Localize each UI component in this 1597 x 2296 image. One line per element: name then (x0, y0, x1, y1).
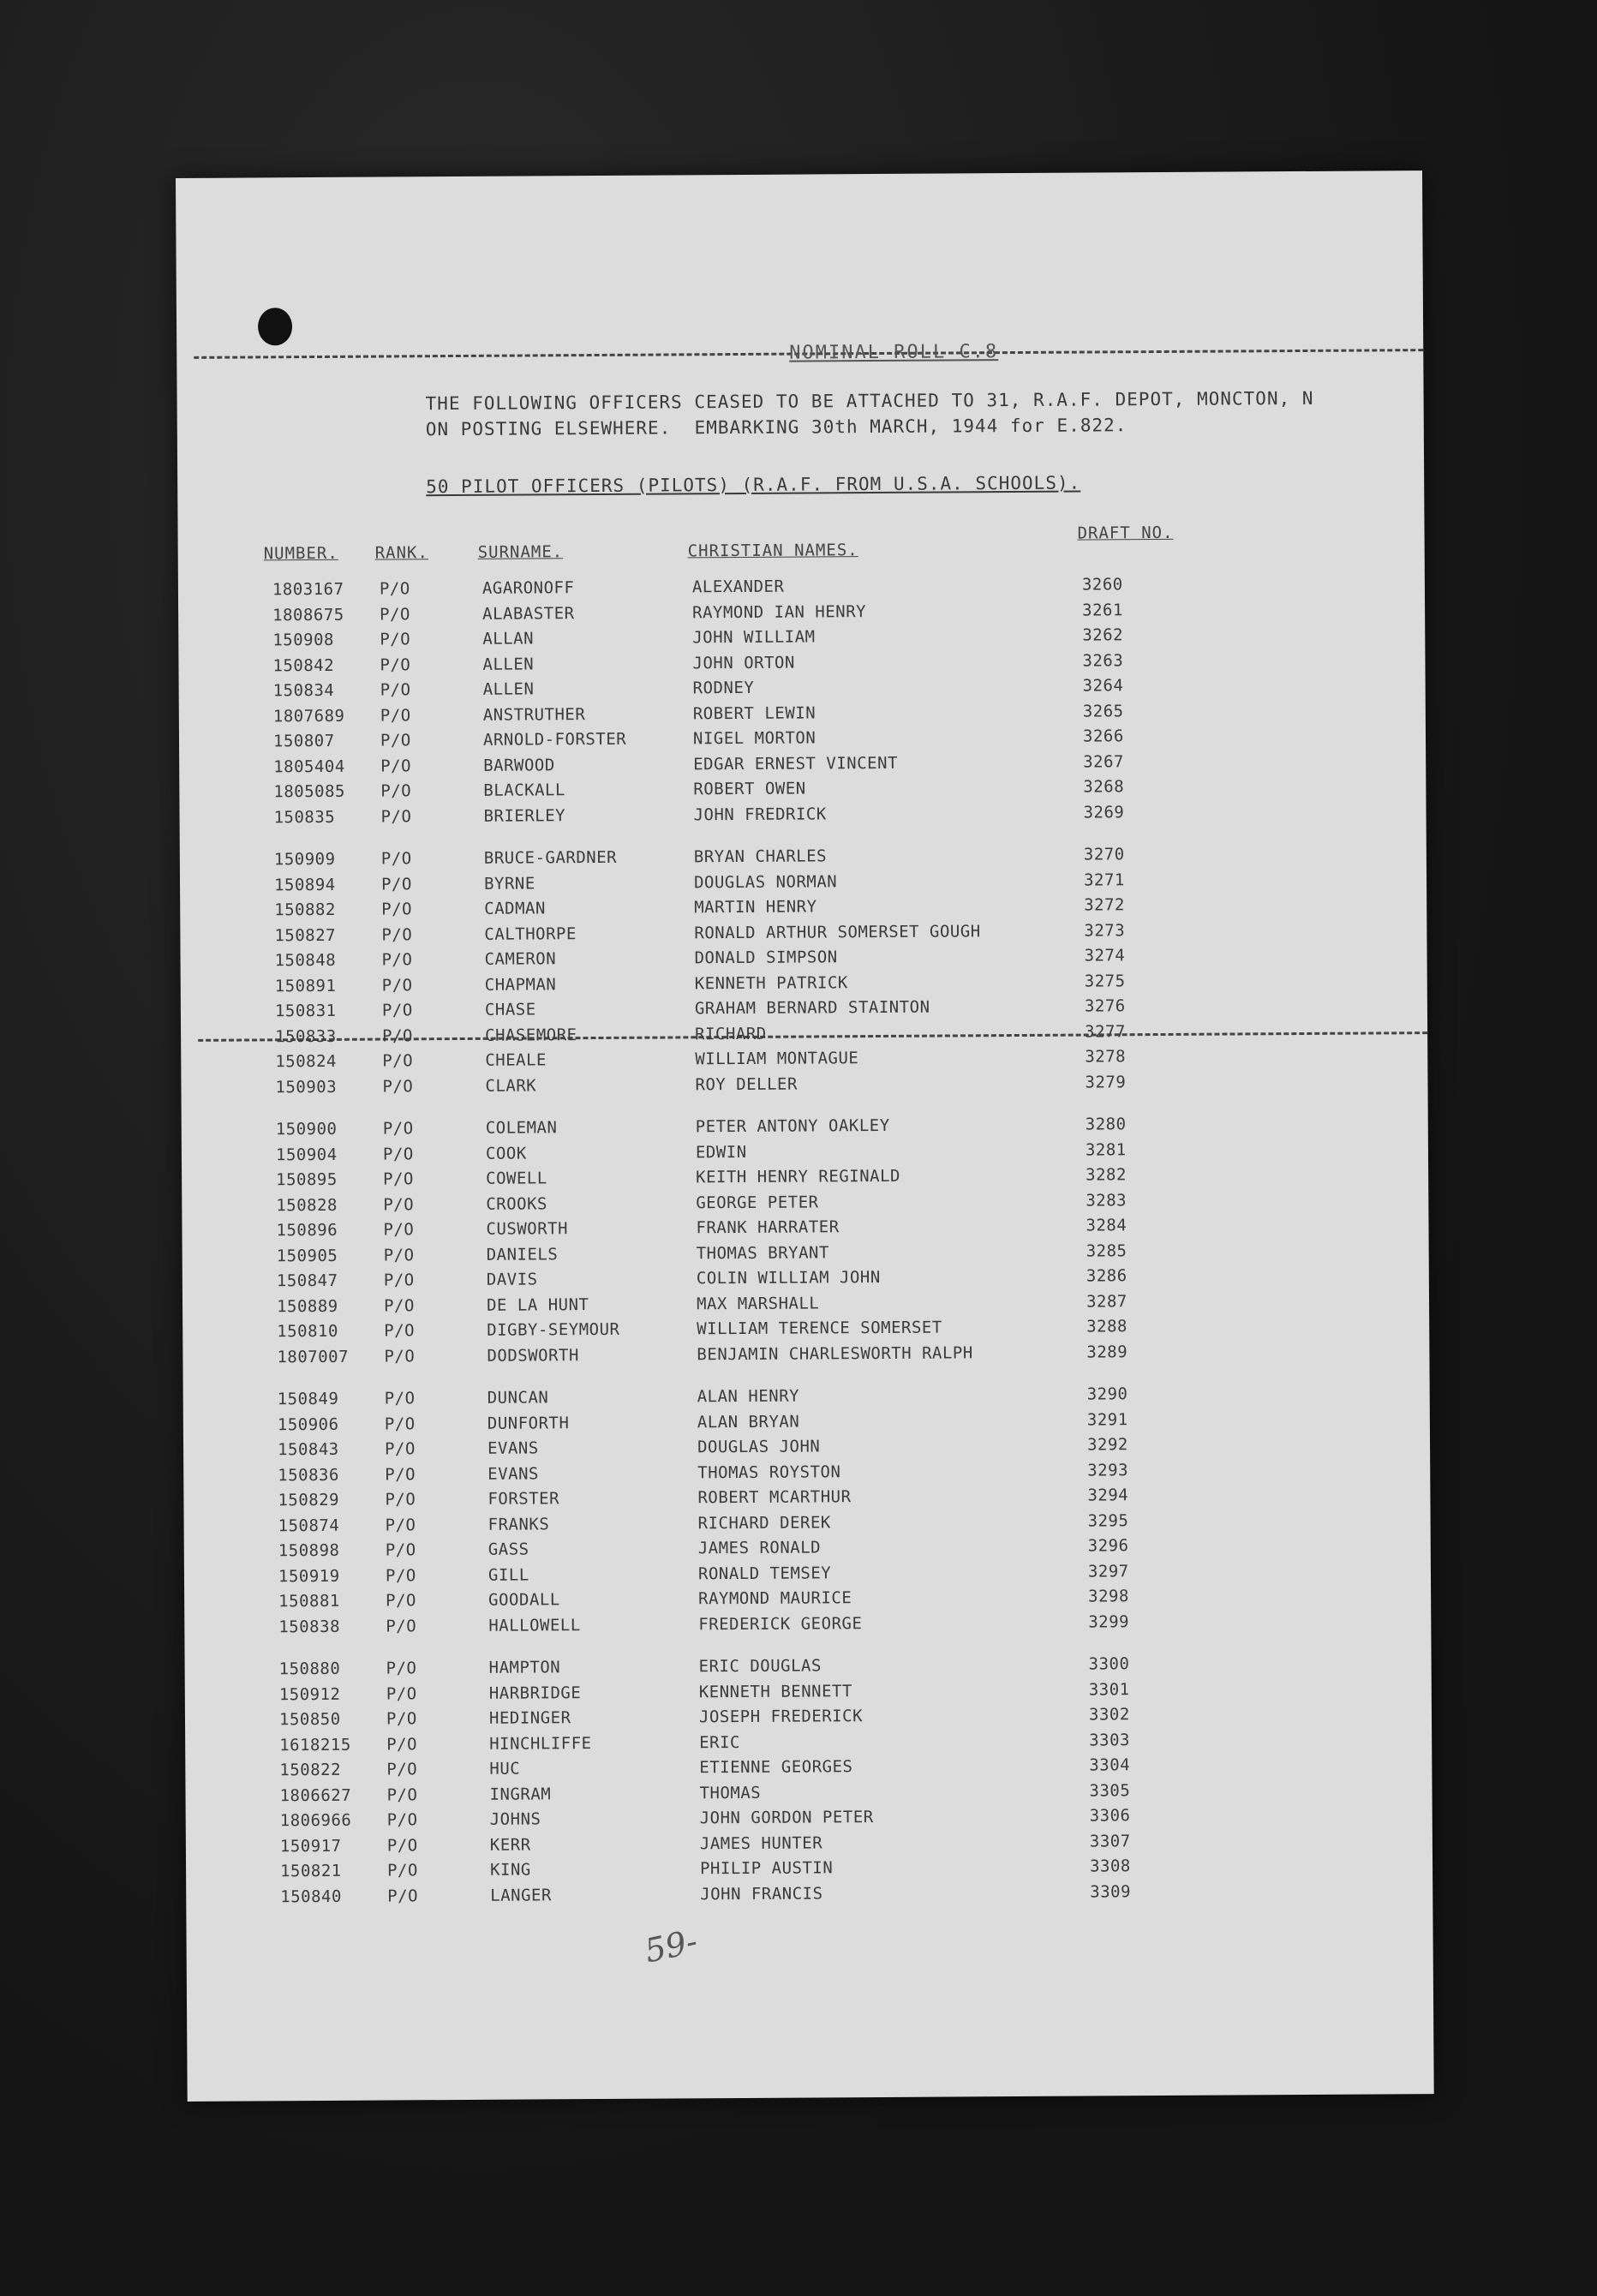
draft-number: 3298 (1088, 1587, 1129, 1606)
draft-number: 3283 (1086, 1190, 1127, 1211)
draft-number: 3272 (1084, 895, 1126, 915)
officer-christian-names: DOUGLAS JOHN (697, 1437, 821, 1457)
officer-rank: P/O (380, 705, 411, 726)
officer-surname: CHAPMAN (484, 974, 557, 995)
officer-surname: HARBRIDGE (488, 1683, 582, 1703)
officer-rank: P/O (386, 1659, 417, 1678)
officer-christian-names: FREDERICK GEORGE (698, 1613, 863, 1634)
officer-rank: P/O (380, 680, 411, 700)
officer-number: 150831 (274, 1001, 337, 1021)
officer-rank: P/O (386, 1616, 417, 1636)
officer-surname: EVANS (487, 1463, 540, 1484)
draft-number: 3304 (1089, 1755, 1131, 1775)
officer-christian-names: MAX MARSHALL (696, 1293, 820, 1313)
draft-number: 3267 (1083, 751, 1125, 772)
officer-christian-names: ROY DELLER (695, 1074, 798, 1094)
officer-number: 150917 (279, 1836, 342, 1856)
draft-number: 3306 (1089, 1806, 1131, 1826)
officer-rank: P/O (384, 1389, 416, 1408)
officer-surname: ALLAN (482, 629, 535, 649)
officer-number: 150834 (272, 680, 335, 701)
officer-surname: EVANS (487, 1438, 539, 1458)
officer-christian-names: MARTIN HENRY (694, 897, 817, 918)
officer-christian-names: ALEXANDER (691, 577, 785, 597)
officer-rank: P/O (381, 924, 413, 945)
draft-number: 3273 (1084, 920, 1126, 941)
draft-number: 3268 (1083, 777, 1125, 797)
officer-rank: P/O (384, 1346, 416, 1366)
officer-christian-names: RAYMOND MAURICE (698, 1588, 852, 1609)
officer-rank: P/O (380, 731, 411, 750)
draft-number: 3278 (1085, 1047, 1127, 1067)
officer-number: 150847 (276, 1271, 338, 1291)
officer-rank: P/O (380, 874, 412, 894)
officer-christian-names: NIGEL MORTON (692, 728, 816, 749)
officer-rank: P/O (386, 1734, 418, 1755)
officer-rank: P/O (386, 1835, 418, 1856)
officer-rank: P/O (387, 1861, 418, 1880)
officer-surname: GASS (487, 1540, 529, 1559)
row-group (182, 1113, 1430, 1373)
draft-number: 3260 (1081, 575, 1123, 595)
pencil-annotation: 59- (641, 1922, 701, 1970)
officer-christian-names: BRYAN CHARLES (693, 846, 828, 867)
officer-christian-names: THOMAS BRYANT (696, 1242, 829, 1263)
officer-rank: P/O (383, 1220, 415, 1240)
officer-rank: P/O (383, 1169, 415, 1189)
officer-number: 150874 (278, 1516, 340, 1535)
draft-number: 3280 (1085, 1115, 1127, 1134)
draft-number: 3291 (1086, 1409, 1128, 1430)
header-line-2: ON POSTING ELSEWHERE. EMBARKING 30th MARCH, 1944 for E.822. (425, 415, 1127, 440)
officer-number: 150833 (275, 1026, 337, 1046)
officer-surname: COOK (485, 1144, 527, 1163)
row-group (178, 573, 1427, 834)
officer-surname: ALABASTER (482, 603, 575, 624)
officer-christian-names: ROBERT MCARTHUR (697, 1487, 852, 1508)
officer-rank: P/O (385, 1540, 416, 1560)
officer-christian-names: KENNETH BENNETT (698, 1681, 852, 1701)
officer-number: 150896 (276, 1220, 338, 1241)
officer-number: 1806966 (279, 1810, 352, 1831)
officer-christian-names: GRAHAM BERNARD STAINTON (694, 997, 930, 1019)
officer-christian-names: JOHN FRANCIS (700, 1883, 823, 1904)
draft-number: 3305 (1089, 1780, 1131, 1801)
document-page (176, 170, 1434, 2102)
officer-christian-names: RICHARD DEREK (697, 1512, 831, 1533)
officer-christian-names: RONALD TEMSEY (697, 1563, 832, 1583)
officer-christian-names: RODNEY (692, 678, 755, 698)
officer-rank: P/O (382, 1051, 414, 1071)
officer-surname: KERR (489, 1835, 531, 1855)
officer-surname: BLACKALL (483, 780, 565, 800)
officer-christian-names: ROBERT OWEN (693, 779, 806, 799)
officer-christian-names: KENNETH PATRICK (694, 972, 848, 993)
officer-number: 150842 (272, 655, 335, 675)
draft-number: 3295 (1087, 1510, 1129, 1531)
officer-number: 150904 (275, 1145, 338, 1164)
officer-surname: CAMERON (484, 949, 557, 969)
officer-number: 150827 (274, 925, 337, 945)
officer-christian-names: DOUGLAS NORMAN (693, 871, 838, 892)
draft-number: 3266 (1082, 726, 1124, 746)
draft-number: 3277 (1085, 1021, 1126, 1042)
officer-rank: P/O (380, 655, 411, 675)
officer-rank: P/O (384, 1439, 416, 1459)
officer-christian-names: WILLIAM MONTAGUE (695, 1049, 859, 1069)
officer-christian-names: FRANK HARRATER (696, 1217, 840, 1238)
officer-rank: P/O (383, 1295, 415, 1316)
draft-number: 3287 (1086, 1291, 1127, 1312)
officer-number: 150900 (275, 1119, 338, 1139)
draft-number: 3279 (1085, 1072, 1127, 1092)
officer-christian-names: PETER ANTONY OAKLEY (695, 1115, 890, 1137)
officer-rank: P/O (382, 1025, 414, 1046)
officer-rank: P/O (381, 1001, 413, 1020)
officer-surname: HUC (489, 1759, 521, 1779)
draft-number: 3294 (1087, 1486, 1129, 1505)
officer-rank: P/O (382, 1076, 414, 1097)
officer-number: 1806627 (279, 1785, 352, 1805)
officer-rank: P/O (380, 630, 411, 649)
officer-number: 150843 (278, 1439, 339, 1460)
officer-rank: P/O (386, 1810, 418, 1830)
officer-number: 150848 (274, 950, 337, 971)
officer-surname: CALTHORPE (484, 924, 577, 944)
officer-number: 150822 (279, 1760, 342, 1780)
officer-surname: JOHNS (489, 1809, 541, 1829)
draft-number: 3296 (1087, 1536, 1129, 1556)
officer-number: 150889 (276, 1296, 338, 1316)
column-header-surname: SURNAME. (477, 542, 564, 562)
officer-rank: P/O (386, 1709, 417, 1729)
officer-surname: CROOKS (486, 1193, 548, 1214)
officer-number: 150821 (280, 1861, 342, 1881)
draft-number: 3265 (1082, 701, 1124, 721)
officer-number: 1805404 (273, 756, 345, 776)
officer-rank: P/O (386, 1683, 417, 1704)
officer-rank: P/O (380, 604, 411, 625)
draft-number: 3286 (1086, 1266, 1127, 1286)
officer-surname: CLARK (485, 1075, 537, 1096)
officer-surname: GOODALL (488, 1590, 560, 1610)
column-header-draft-no: DRAFT NO. (1077, 523, 1174, 543)
officer-number: 150906 (277, 1414, 339, 1434)
draft-number: 3308 (1089, 1857, 1131, 1876)
officer-surname: GILL (487, 1565, 529, 1585)
officer-number: 150824 (275, 1051, 338, 1072)
officer-number: 150880 (278, 1659, 341, 1679)
officer-number: 150840 (280, 1886, 342, 1906)
officer-rank: P/O (384, 1321, 416, 1341)
officer-surname: DE LA HUNT (486, 1294, 589, 1315)
officer-number: 150891 (274, 976, 337, 996)
officer-surname: CHASE (484, 1000, 536, 1019)
officer-surname: DAVIS (486, 1270, 538, 1289)
officer-surname: LANGER (490, 1885, 552, 1905)
officer-number: 150838 (278, 1617, 341, 1636)
officer-number: 150909 (273, 849, 336, 870)
officer-number: 150836 (278, 1465, 339, 1485)
officer-surname: DODSWORTH (487, 1345, 579, 1366)
draft-number: 3281 (1085, 1139, 1127, 1160)
officer-number: 1805085 (273, 781, 346, 802)
officer-number: 150849 (277, 1389, 339, 1409)
officer-surname: HALLOWELL (488, 1615, 581, 1635)
draft-number: 3293 (1087, 1460, 1129, 1480)
draft-number: 3297 (1087, 1561, 1129, 1581)
officer-surname: CADMAN (484, 899, 546, 918)
officer-rank: P/O (386, 1785, 418, 1805)
punch-hole (258, 308, 292, 345)
officer-surname: BARWOOD (483, 755, 555, 775)
officer-rank: P/O (387, 1886, 419, 1906)
header-line-1: THE FOLLOWING OFFICERS CEASED TO BE ATTACHED TO 31, R.A.F. DEPOT, MONCTON, N (425, 387, 1314, 415)
draft-number: 3270 (1083, 845, 1125, 864)
officer-surname: CHEALE (485, 1050, 547, 1070)
officer-surname: FRANKS (487, 1514, 550, 1534)
officer-christian-names: THOMAS ROYSTON (697, 1462, 841, 1482)
officer-christian-names: WILLIAM TERENCE SOMERSET (697, 1318, 942, 1339)
officer-christian-names: ALAN HENRY (697, 1386, 800, 1407)
officer-number: 150903 (275, 1077, 338, 1097)
officer-surname: HAMPTON (488, 1658, 561, 1677)
officer-christian-names: JAMES RONALD (697, 1538, 822, 1558)
officer-rank: P/O (384, 1414, 416, 1434)
officer-surname: DANIELS (486, 1244, 559, 1265)
officer-surname: FORSTER (487, 1489, 560, 1509)
officer-number: 150835 (273, 807, 336, 827)
officer-surname: COLEMAN (485, 1118, 558, 1138)
draft-number: 3289 (1086, 1342, 1128, 1362)
officer-christian-names: RONALD ARTHUR SOMERSET GOUGH (694, 921, 981, 942)
officer-rank: P/O (382, 1119, 414, 1139)
officer-surname: INGRAM (489, 1784, 552, 1804)
officer-rank: P/O (380, 849, 412, 869)
officer-surname: AGARONOFF (481, 578, 575, 598)
draft-number: 3307 (1089, 1831, 1131, 1851)
officer-surname: DIGBY-SEYMOUR (487, 1319, 620, 1340)
officer-number: 1808675 (272, 605, 344, 625)
officer-christian-names: EDWIN (695, 1142, 747, 1162)
officer-rank: P/O (385, 1464, 416, 1485)
officer-rank: P/O (381, 975, 413, 996)
officer-rank: P/O (380, 756, 412, 776)
officer-surname: KING (490, 1860, 531, 1880)
officer-rank: P/O (380, 781, 412, 801)
officer-number: 150807 (272, 731, 335, 751)
officer-christian-names: JAMES HUNTER (699, 1833, 823, 1853)
officer-christian-names: JOSEPH FREDERICK (698, 1707, 864, 1727)
officer-christian-names: GEORGE PETER (696, 1192, 819, 1212)
officer-number: 150894 (273, 875, 336, 894)
officer-christian-names: ERIC DOUGLAS (698, 1656, 822, 1677)
officer-rank: P/O (381, 900, 413, 919)
draft-number: 3309 (1090, 1881, 1132, 1902)
column-header-rank: RANK. (374, 543, 428, 563)
officer-christian-names: COLIN WILLIAM JOHN (696, 1267, 881, 1289)
officer-christian-names: RAYMOND IAN HENRY (692, 601, 867, 622)
draft-number: 3292 (1086, 1435, 1128, 1455)
draft-number: 3261 (1082, 600, 1123, 620)
officer-number: 1618215 (279, 1735, 351, 1755)
officer-surname: DUNCAN (487, 1388, 549, 1408)
draft-number: 3276 (1084, 996, 1126, 1016)
officer-rank: P/O (386, 1591, 417, 1611)
draft-number: 3303 (1089, 1730, 1130, 1750)
officer-christian-names: ROBERT LEWIN (692, 703, 816, 723)
officer-rank: P/O (381, 950, 413, 970)
officer-rank: P/O (382, 1144, 414, 1164)
officer-surname: HEDINGER (488, 1708, 571, 1728)
officer-number: 1807689 (272, 706, 345, 726)
row-group (183, 1383, 1432, 1643)
officer-surname: DUNFORTH (487, 1413, 570, 1433)
draft-number: 3275 (1084, 971, 1126, 991)
officer-number: 150898 (278, 1540, 340, 1561)
header-text (426, 386, 1314, 442)
officer-rank: P/O (385, 1565, 416, 1586)
draft-number: 3299 (1088, 1611, 1130, 1632)
officer-christian-names: KEITH HENRY REGINALD (696, 1166, 900, 1187)
roll-title: NOMINAL ROLL C.8 (789, 341, 999, 364)
section-title: 50 PILOT OFFICERS (PILOTS) (R.A.F. FROM U.S.A. SCHOOLS). (426, 472, 1081, 498)
officer-number: 150919 (278, 1566, 340, 1586)
draft-number: 3301 (1088, 1679, 1130, 1700)
officer-rank: P/O (385, 1515, 416, 1535)
officer-surname: BRUCE-GARDNER (483, 847, 618, 868)
draft-number: 3285 (1086, 1241, 1127, 1261)
draft-number: 3284 (1086, 1216, 1127, 1235)
officer-number: 150810 (277, 1321, 338, 1342)
officer-number: 1803167 (272, 579, 344, 600)
draft-number: 3282 (1086, 1165, 1127, 1185)
draft-number: 3274 (1084, 946, 1126, 966)
officer-christian-names: THOMAS (699, 1783, 762, 1803)
draft-number: 3290 (1086, 1384, 1128, 1404)
officer-surname: BYRNE (483, 873, 535, 894)
officer-rank: P/O (380, 806, 412, 827)
officer-rank: P/O (386, 1760, 418, 1779)
officer-christian-names: JOHN FREDRICK (693, 804, 827, 824)
officer-christian-names: ERIC (699, 1732, 740, 1752)
officer-christian-names: JOHN GORDON PETER (699, 1808, 874, 1828)
officer-christian-names: BENJAMIN CHARLESWORTH RALPH (697, 1342, 973, 1364)
officer-christian-names: JOHN ORTON (692, 653, 795, 673)
officer-surname: BRIERLEY (483, 805, 566, 826)
officer-rank: P/O (383, 1245, 415, 1265)
column-header-number: NUMBER. (263, 543, 338, 564)
draft-number: 3271 (1083, 870, 1125, 890)
officer-rank: P/O (383, 1194, 415, 1215)
nominal-roll-table (178, 573, 1433, 1930)
officer-christian-names: ETIENNE GEORGES (699, 1757, 853, 1778)
draft-number: 3264 (1082, 676, 1124, 696)
officer-surname: ALLEN (482, 654, 535, 674)
draft-number: 3300 (1088, 1654, 1130, 1674)
officer-christian-names: DONALD SIMPSON (694, 948, 838, 968)
officer-number: 150828 (276, 1195, 338, 1215)
officer-number: 150908 (272, 630, 335, 650)
officer-surname: HINCHLIFFE (489, 1733, 592, 1754)
officer-christian-names: PHILIP AUSTIN (699, 1858, 834, 1879)
officer-number: 150850 (278, 1709, 341, 1730)
officer-christian-names: JOHN WILLIAM (692, 627, 816, 648)
row-group (185, 1653, 1433, 1913)
officer-christian-names: ALAN BRYAN (697, 1412, 800, 1432)
officer-surname: CUSWORTH (486, 1219, 569, 1239)
officer-surname: ARNOLD-FORSTER (482, 729, 627, 750)
officer-rank: P/O (385, 1490, 416, 1510)
officer-number: 150829 (278, 1490, 340, 1510)
officer-surname: ANSTRUTHER (482, 704, 586, 725)
draft-number: 3263 (1082, 650, 1124, 671)
draft-number: 3302 (1088, 1705, 1130, 1725)
officer-rank: P/O (379, 579, 410, 599)
draft-number: 3288 (1086, 1317, 1128, 1336)
officer-number: 150881 (278, 1591, 340, 1611)
officer-number: 150895 (276, 1169, 338, 1190)
officer-surname: COWELL (486, 1169, 547, 1188)
draft-number: 3262 (1082, 625, 1124, 645)
officer-number: 150905 (276, 1246, 338, 1265)
draft-number: 3269 (1083, 802, 1125, 822)
officer-number: 150882 (274, 900, 336, 920)
row-group (180, 843, 1428, 1103)
officer-surname: ALLEN (482, 679, 535, 699)
officer-christian-names: EDGAR ERNEST VINCENT (693, 753, 899, 774)
officer-surname: CHASEMORE (485, 1025, 577, 1045)
officer-christian-names: RICHARD (695, 1024, 767, 1043)
officer-rank: P/O (383, 1271, 415, 1290)
officer-number: 150912 (278, 1684, 341, 1704)
column-header-christian-names: CHRISTIAN NAMES. (687, 541, 858, 561)
officer-number: 1807007 (277, 1347, 350, 1366)
